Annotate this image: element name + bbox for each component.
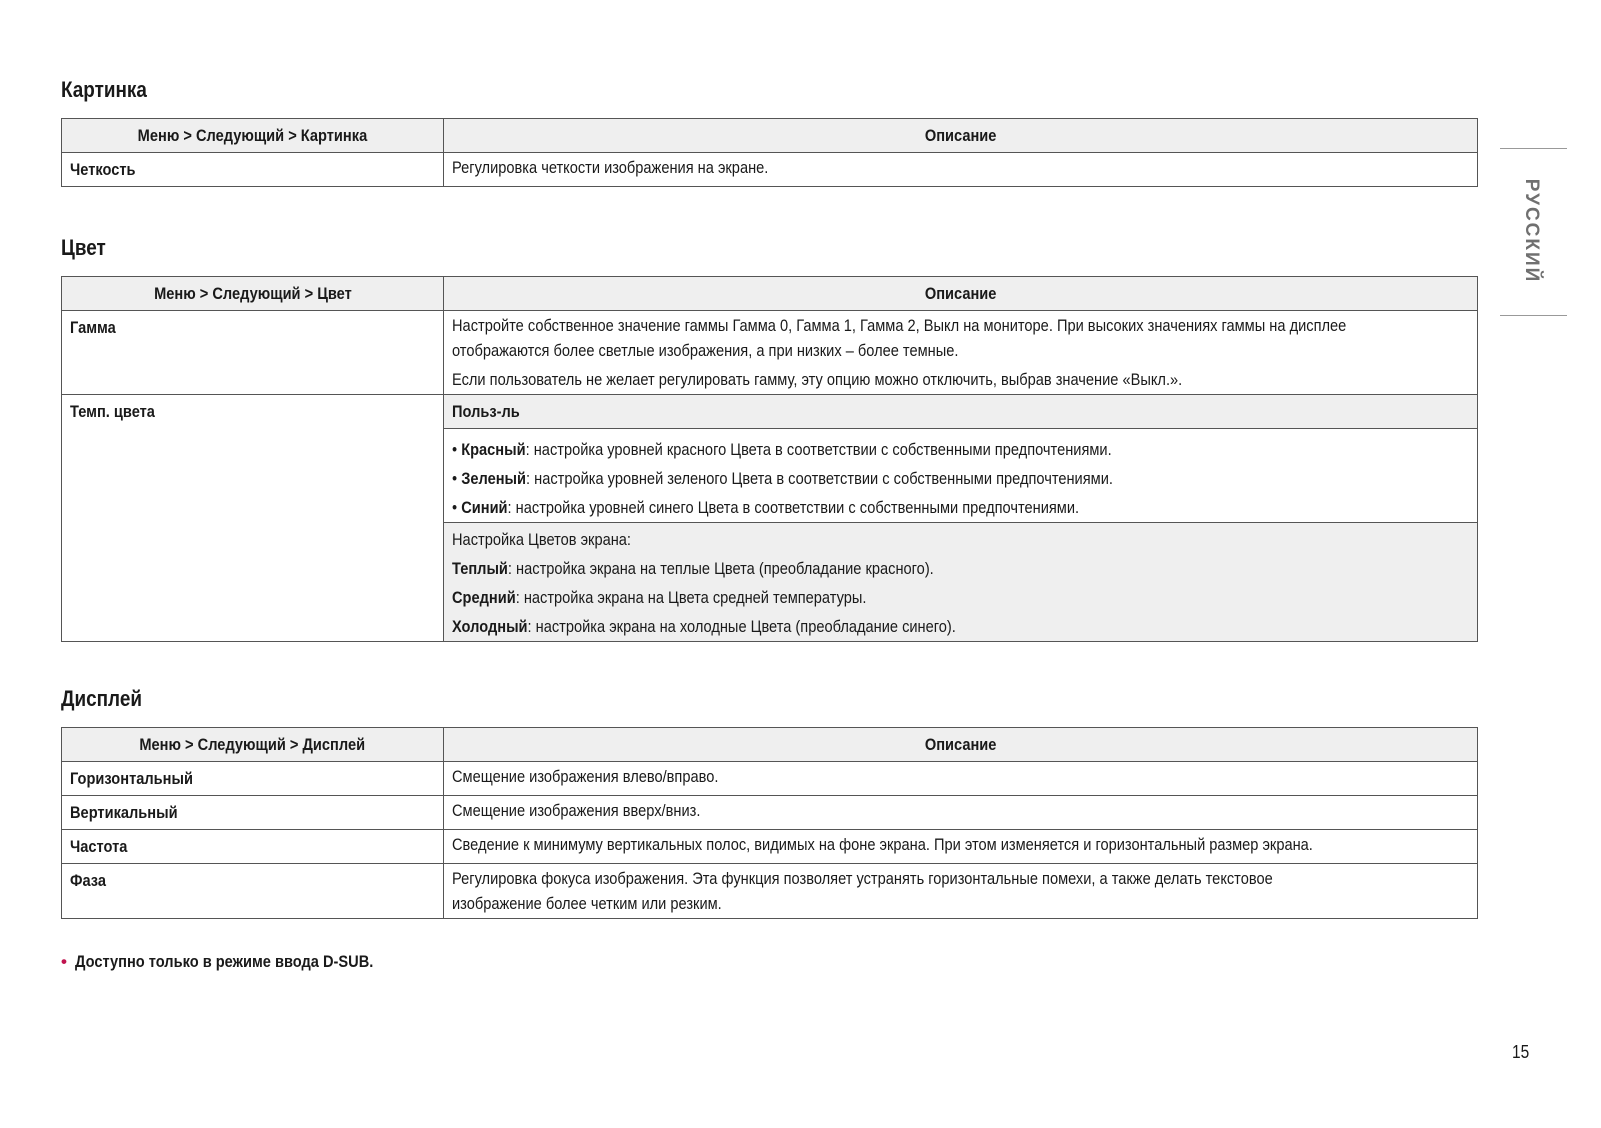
horizontal-desc: Смещение изображения влево/вправо. [444, 762, 1478, 796]
phase-desc: Регулировка фокуса изображения. Эта функция позволяет устранять горизонтальные помехи, а также делать текстовое изображение более четким или резким. [444, 864, 1478, 919]
table-row [62, 153, 1478, 187]
section-title-picture: Картинка [61, 77, 147, 102]
display-header-menu: Меню > Следующий > Дисплей [62, 728, 444, 762]
clock-label: Частота [62, 830, 444, 864]
vertical-desc: Смещение изображения вверх/вниз. [444, 796, 1478, 830]
table-row [62, 830, 1478, 864]
color-table [61, 276, 1478, 642]
color-temp-label: Темп. цвета [62, 395, 444, 642]
bullet-icon: • [61, 952, 67, 971]
section-title-display: Дисплей [61, 686, 142, 711]
vertical-label: Вертикальный [62, 796, 444, 830]
picture-table [61, 118, 1478, 187]
color-presets: Настройка Цветов экрана: Теплый: настройка экрана на теплые Цвета (преобладание красного). Средний: настройка экрана на Цвета средней температуры. Холодный: настройка экрана на холодные Цвета (преобладание синего). [444, 523, 1478, 642]
user-mode-options: • Красный: настройка уровней красного Цвета в соответствии с собственными предпочтениями. • Зеленый: настройка уровней зеленого Цвета в соответствии с собственными предпочтениями. • Синий: настройка уровней синего Цвета в соответствии с собственными предпочтениями. [444, 429, 1478, 523]
gamma-label: Гамма [62, 311, 444, 395]
footnote [61, 952, 422, 972]
display-header-desc: Описание [444, 728, 1478, 762]
picture-header-desc: Описание [444, 119, 1478, 153]
footnote-text: Доступно только в режиме ввода D-SUB. [74, 952, 374, 971]
table-row [62, 395, 1478, 429]
table-row [62, 762, 1478, 796]
table-row [62, 311, 1478, 395]
display-table [61, 727, 1478, 919]
table-row [62, 864, 1478, 919]
color-header-menu: Меню > Следующий > Цвет [62, 277, 444, 311]
clock-desc: Сведение к минимуму вертикальных полос, видимых на фоне экрана. При этом изменяется и горизонтальный размер экрана. [444, 830, 1478, 864]
phase-label: Фаза [62, 864, 444, 919]
sharpness-label: Четкость [62, 153, 444, 187]
picture-header-menu: Меню > Следующий > Картинка [62, 119, 444, 153]
color-header-desc: Описание [444, 277, 1478, 311]
section-title-color: Цвет [61, 235, 106, 260]
user-mode-header: Польз-ль [444, 395, 1478, 429]
gamma-desc: Настройте собственное значение гаммы Гамма 0, Гамма 1, Гамма 2, Выкл на мониторе. При высоких значениях гаммы на дисплее отображаются более светлые изображения, а при низких – более темные. Если пользователь не желает регулировать гамму, эту опцию можно отключить, выбрав значение «Выкл.». [444, 311, 1478, 395]
language-tab-label: РУССКИЙ [1521, 178, 1542, 284]
horizontal-label: Горизонтальный [62, 762, 444, 796]
sharpness-desc: Регулировка четкости изображения на экране. [444, 153, 1478, 187]
table-row [62, 796, 1478, 830]
page-number: 15 [1512, 1042, 1530, 1062]
